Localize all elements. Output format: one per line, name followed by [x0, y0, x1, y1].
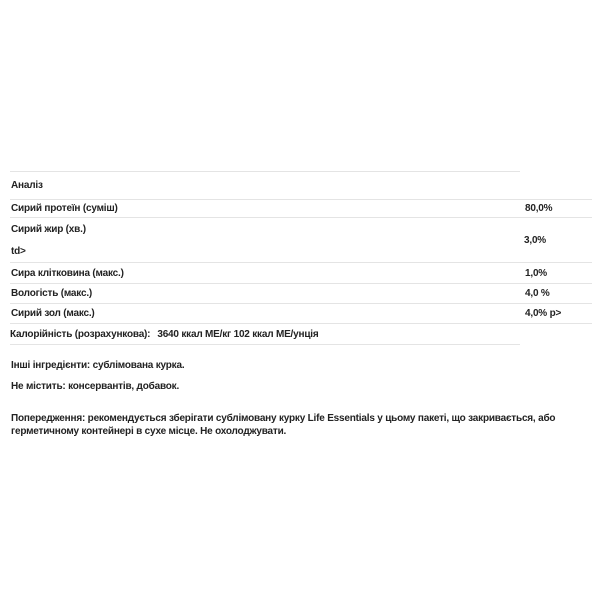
- nutrition-panel: [10, 171, 592, 438]
- row-value: 1,0%: [525, 267, 547, 279]
- row-value: 80,0%: [525, 203, 553, 214]
- table-row-protein: [10, 200, 592, 217]
- row-label-artifact: td>: [11, 245, 26, 257]
- row-label: Сирий протеїн (суміш): [11, 203, 118, 214]
- row-label: Сирий жир (хв.): [11, 223, 86, 235]
- row-value: 4,0% p>: [525, 308, 562, 319]
- table-row-ash: [10, 304, 592, 323]
- row-value: 3,0%: [524, 234, 546, 246]
- row-label: Сира клітковина (макс.): [11, 267, 124, 279]
- calories-value: 3640 ккал МЕ/кг 102 ккал МЕ/унція: [157, 328, 319, 340]
- warning-text: Попередження: рекомендується зберігати сублімовану курку Life Essentials у цьому пакеті, що закривається, або герметичному контейнері в сухе місце. Не охолоджувати.: [11, 413, 556, 437]
- table-header-label: Аналіз: [11, 180, 43, 191]
- other-ingredients-text: Інші інгредієнти: сублімована курка.: [11, 360, 185, 371]
- row-label: Вологість (макс.): [11, 288, 93, 299]
- table-row-moisture: [10, 284, 592, 303]
- table-row-calories: [10, 324, 592, 344]
- notes-section: [10, 359, 592, 438]
- row-label: Сирий зол (макс.): [11, 308, 95, 319]
- table-rowgroup-fat: [10, 218, 592, 262]
- table-row-fiber: [10, 263, 592, 283]
- rowgroup-labels: [10, 218, 524, 262]
- does-not-contain-text: Не містить: консервантів, добавок.: [11, 381, 180, 392]
- calories-label: Калорійність (розрахункова):: [10, 328, 151, 340]
- row-value: 4,0 %: [525, 288, 550, 299]
- table-bottom-divider: [10, 344, 520, 345]
- table-header-row: [10, 172, 592, 199]
